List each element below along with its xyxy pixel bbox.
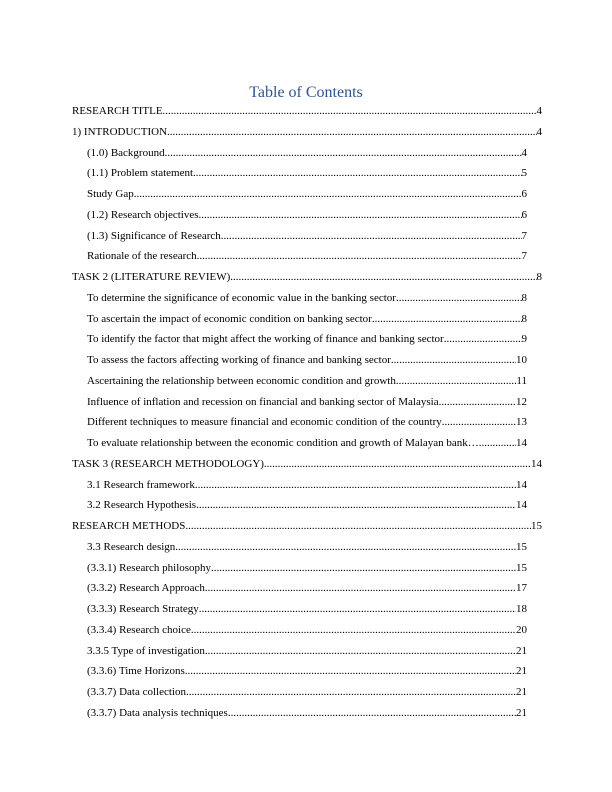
toc-page-number: 14 [516, 478, 527, 491]
toc-entry[interactable] [87, 498, 527, 512]
toc-entry-text: (3.3.2) Research Approach [87, 582, 205, 595]
toc-page-number: 21 [516, 644, 527, 657]
toc-page-number: 13 [516, 416, 527, 429]
toc-entry-text: (3.3.1) Research philosophy [87, 561, 212, 574]
toc-dot-leader [163, 104, 537, 118]
toc-entry[interactable] [87, 312, 527, 326]
toc-entry-text: RESEARCH TITLE [72, 105, 163, 117]
toc-dot-leader [175, 540, 516, 554]
toc-entry[interactable] [87, 436, 527, 450]
toc-dot-leader [199, 602, 516, 616]
toc-entry-text: (1.2) Research objectives [87, 208, 199, 221]
toc-entry[interactable] [87, 623, 527, 637]
toc-entry-text: 3.3 Research design [87, 540, 176, 553]
toc-entry-text: To assess the factors affecting working of finance and banking sector [87, 354, 391, 366]
toc-dot-leader [186, 685, 516, 699]
toc-page-number: 17 [516, 582, 527, 595]
toc-entry[interactable] [87, 166, 527, 180]
toc-entry-text: (1.3) Significance of Research [87, 229, 221, 242]
toc-page-number: 14 [531, 457, 542, 470]
toc-dot-leader [444, 332, 522, 346]
toc-dot-leader [197, 249, 522, 263]
toc-dot-leader [196, 498, 516, 512]
toc-page-number: 7 [521, 229, 527, 242]
toc-entry-text: (1.0) Background [87, 146, 165, 159]
toc-dot-leader [372, 312, 522, 326]
toc-entry[interactable] [87, 664, 527, 678]
toc-dot-leader [191, 623, 516, 637]
toc-entry-text: Different techniques to measure financial and economic condition of the country [87, 416, 442, 429]
toc-entry[interactable] [87, 415, 527, 429]
toc-page-number: 14 [516, 499, 527, 512]
toc-entry[interactable] [87, 208, 527, 222]
toc-title: Table of Contents [249, 84, 363, 101]
toc-entry[interactable] [72, 270, 542, 284]
toc-dot-leader [205, 581, 516, 595]
toc-page-number: 21 [516, 686, 527, 698]
toc-dot-leader [396, 374, 517, 388]
toc-page-number: 21 [516, 665, 527, 678]
toc-page-number: 10 [516, 354, 527, 366]
toc-entry-text: 1) INTRODUCTION [72, 125, 168, 138]
toc-entry-text: TASK 2 (LITERATURE REVIEW) [72, 271, 231, 283]
toc-entry-text: 3.3.5 Type of investigation [87, 644, 205, 657]
toc-dot-leader [479, 436, 516, 450]
toc-entry-text: RESEARCH METHODS [72, 520, 186, 532]
toc-entry[interactable] [87, 478, 527, 492]
toc-entry-text: To ascertain the impact of economic condition on banking sector [87, 312, 372, 325]
toc-page-number: 15 [531, 520, 542, 532]
toc-entry-text: 3.2 Research Hypothesis [87, 499, 197, 512]
toc-entry-text: Ascertaining the relationship between economic condition and growth [87, 374, 396, 387]
toc-entry[interactable] [87, 332, 527, 346]
toc-page-number: 4 [536, 105, 542, 117]
toc-entry[interactable] [87, 353, 527, 367]
toc-dot-leader [442, 415, 516, 429]
toc-page-number: 6 [521, 188, 527, 200]
toc-page-number: 20 [516, 623, 527, 636]
toc-page-number: 8 [521, 291, 527, 304]
toc-dot-leader [228, 706, 516, 720]
toc-entry[interactable] [87, 291, 527, 305]
toc-entry-text: (3.3.7) Data collection [87, 686, 186, 698]
toc-dot-leader [195, 478, 516, 492]
toc-dot-leader [185, 519, 531, 533]
toc-entry-text: To identify the factor that might affect the working of finance and banking sector [87, 333, 444, 346]
toc-entry[interactable] [87, 374, 527, 388]
toc-page-number: 12 [516, 395, 527, 408]
toc-dot-leader [396, 291, 522, 305]
toc-page-number: 8 [536, 271, 542, 283]
toc-entry[interactable] [87, 146, 527, 160]
toc-dot-leader [221, 229, 522, 243]
toc-entry-text: (3.3.7) Data analysis techniques [87, 706, 228, 719]
toc-entry-text: Study Gap [87, 188, 134, 200]
toc-entry-text: (3.3.6) Time Horizons [87, 665, 185, 678]
toc-dot-leader [134, 187, 522, 201]
toc-entry-text: Influence of inflation and recession on financial and banking sector of Malaysia [87, 395, 439, 408]
toc-entry[interactable] [87, 581, 527, 595]
toc-dot-leader [205, 644, 516, 658]
toc-entry-text: Rationale of the research [87, 250, 197, 263]
toc-dot-leader [264, 457, 531, 471]
toc-entry-text: (3.3.4) Research choice [87, 623, 191, 636]
toc-entry[interactable] [87, 395, 527, 409]
toc-entry-text: 3.1 Research framework [87, 478, 195, 491]
toc-entry[interactable] [87, 229, 527, 243]
toc-page-number: 15 [516, 561, 527, 574]
toc-page-number: 8 [521, 312, 527, 325]
toc-dot-leader [165, 146, 522, 160]
toc-page-number: 4 [521, 146, 527, 159]
toc-dot-leader [391, 353, 516, 367]
toc-entry[interactable] [87, 249, 527, 263]
toc-page-number: 5 [521, 167, 527, 180]
toc-entry[interactable] [72, 125, 542, 139]
toc-entry-text: To determine the significance of economic value in the banking sector [87, 291, 396, 304]
toc-page-number: 15 [516, 540, 527, 553]
toc-dot-leader [185, 664, 516, 678]
toc-dot-leader [167, 125, 536, 139]
toc-entry-text: TASK 3 (RESEARCH METHODOLOGY) [72, 457, 264, 470]
toc-page-number: 11 [516, 374, 527, 387]
toc-page-number: 18 [516, 603, 527, 615]
toc-entry[interactable] [87, 706, 527, 720]
toc-dot-leader [193, 166, 521, 180]
toc-entry[interactable] [87, 561, 527, 575]
toc-page-number: 4 [536, 125, 542, 138]
toc-page-number: 6 [521, 208, 527, 221]
toc-entry[interactable] [87, 644, 527, 658]
toc-entry[interactable] [72, 519, 542, 533]
toc-entry[interactable] [87, 187, 527, 201]
toc-entry[interactable] [87, 540, 527, 554]
toc-page-number: 14 [516, 437, 527, 449]
toc-entry[interactable] [87, 602, 527, 616]
toc-entry-text: (3.3.3) Research Strategy [87, 603, 199, 615]
toc-dot-leader [198, 208, 521, 222]
toc-entry[interactable] [72, 104, 542, 118]
toc-page-number: 7 [521, 250, 527, 263]
toc-dot-leader [211, 561, 516, 575]
toc-page-number: 21 [516, 706, 527, 719]
toc-entry[interactable] [87, 685, 527, 699]
toc-page-number: 9 [521, 333, 527, 346]
toc-entry-text: (1.1) Problem statement [87, 167, 194, 180]
toc-dot-leader [230, 270, 536, 284]
toc-dot-leader [439, 395, 516, 409]
toc-entry-text: To evaluate relationship between the economic condition and growth of Malayan bank… [87, 437, 479, 449]
toc-entry[interactable] [72, 457, 542, 471]
